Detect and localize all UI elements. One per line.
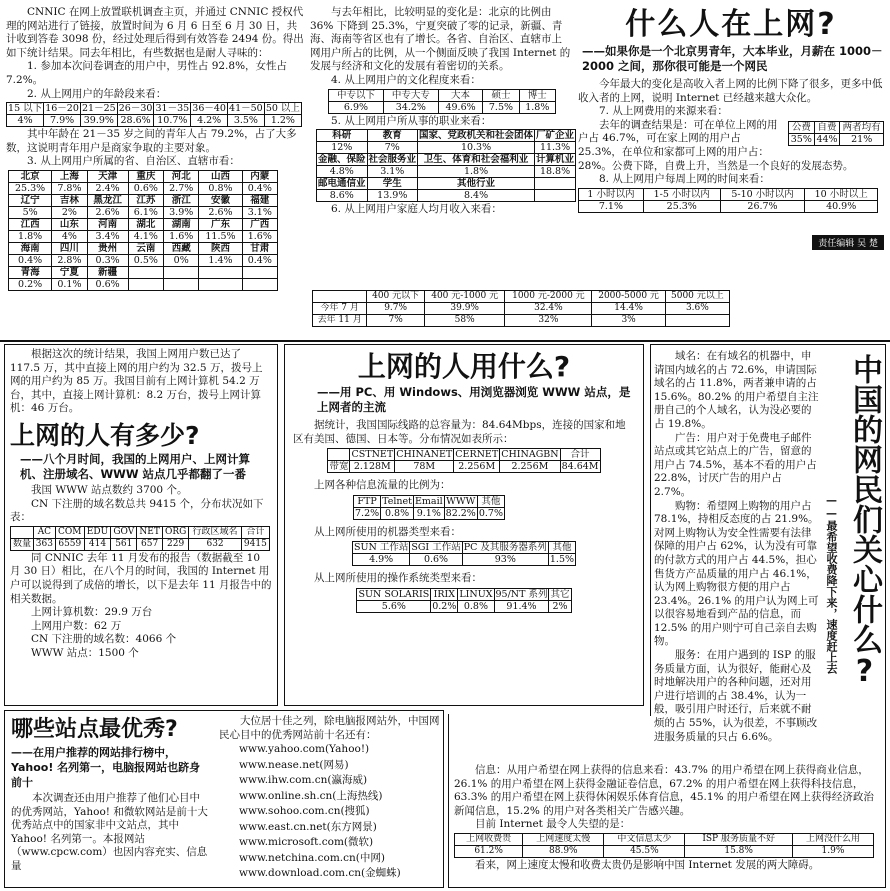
table-cell: 厂矿企业 xyxy=(536,130,575,142)
table-cell: 3% xyxy=(592,315,665,327)
table-cell: 教育 xyxy=(367,130,418,142)
table-cell: 计算机业 xyxy=(536,154,575,166)
table-cell: 1.9% xyxy=(792,845,873,857)
table-cell: 0% xyxy=(164,254,199,266)
table-header-cell: 50 以上 xyxy=(265,103,300,115)
what-used-subtitle: ——用 PC、用 Windows、用浏览器浏览 WWW 站点，是上网者的主流 xyxy=(317,385,631,414)
table-cell xyxy=(199,266,242,278)
table-cell: 1.8% xyxy=(519,101,555,113)
table-cell: 4.2% xyxy=(191,115,228,127)
bandwidth-paragraph: 据统计，我国国际线路的总容量为：84.64Mbps，连接的国家和地区有美国、德国、日本等。分布情况如表所示： xyxy=(293,419,626,445)
table-cell: 0.6% xyxy=(410,554,462,566)
time-heading: 8. 从上网用户每周上网的时间来看： xyxy=(599,173,770,186)
job-table xyxy=(316,129,576,202)
table-cell: 3.4% xyxy=(87,230,128,242)
table-header-cell: COM xyxy=(55,526,84,538)
table-cell: 9.7% xyxy=(367,303,425,315)
table-cell: 金融、保险 xyxy=(318,154,366,166)
table-cell: 6.9% xyxy=(329,101,384,113)
table-cell: 32.4% xyxy=(505,303,592,315)
table-cell: 福建 xyxy=(242,194,277,206)
table-cell: 82.2% xyxy=(445,507,476,519)
table-cell: 湖北 xyxy=(128,218,163,230)
table-cell: 5% xyxy=(9,206,52,218)
table-cell: 1.6% xyxy=(164,230,199,242)
site-list-item: www.download.com.cn(金蜘蛛) xyxy=(239,867,401,880)
disappoint-heading: 目前 Internet 最令人失望的是： xyxy=(475,818,631,831)
table-cell: 辽宁 xyxy=(9,194,52,206)
table-cell: 2.256M xyxy=(454,461,500,473)
table-cell: 山西 xyxy=(199,170,242,182)
table-cell: 632 xyxy=(189,538,241,550)
section-what-used xyxy=(284,344,644,706)
province-comment: 与去年相比，比较明显的变化是：北京的比例由 36% 下降到 25.3%，宁夏突破了零的记录，新疆、青海、海南等省区也有了增长。各省、自治区、直辖市上网用户所占的比例，从一个侧面反映了我国 Internet 的发展与经济和文化的发展有着密切的关系。 xyxy=(310,6,571,73)
site-list-item: www.nease.net(网易) xyxy=(239,758,349,771)
concerns-vertical-title xyxy=(825,354,884,774)
table-cell: 2% xyxy=(52,206,87,218)
how-many-subtitle: ——八个月时间，我国的上网用户、上网计算机、注册域名、WWW 站点几乎都翻了一番 xyxy=(20,451,250,481)
who-online-title: 什么人在上网? xyxy=(625,7,837,42)
table-cell: 黑龙江 xyxy=(87,194,128,206)
table-cell: 北京 xyxy=(9,170,52,182)
table-cell: 山东 xyxy=(52,218,87,230)
table-header-cell: SUN SOLARIS xyxy=(358,588,430,600)
table-header-cell: ORG xyxy=(162,526,189,538)
table-header-cell: 16－20 xyxy=(45,103,79,115)
who-online-subtitle: ——如果你是一个北京男青年，大本毕业，月薪在 1000－2000 之间，那你很可能是一个网民 xyxy=(582,44,883,73)
table-header-cell: 36－40 xyxy=(192,103,226,115)
table-cell: 10.7% xyxy=(154,115,191,127)
table-header-cell: AC xyxy=(33,526,55,538)
table-cell: 卫生、体育和社会福利业 xyxy=(418,154,535,166)
table-cell: 江苏 xyxy=(128,194,163,206)
table-cell: 其他行业 xyxy=(418,178,535,190)
last-year-users: 上网用户数：62 万 xyxy=(31,619,122,632)
table-cell: 39.9% xyxy=(424,303,504,315)
disappoint-table xyxy=(454,833,874,858)
section-survey-intro xyxy=(6,6,304,338)
table-cell: 四川 xyxy=(52,242,87,254)
job-heading: 5. 从上网用户所从事的职业来看： xyxy=(331,114,492,127)
service-paragraph: 服务：在用户遇到的 ISP 的服务质量方面，认为很好，能耐心及时地解决用户的各种问题，还对用户进行培训的占 38.4%，认为一般，吸引用户时还行，后来就不耐烦的占 55%，认为很差，不事顾改进服务质量的只占 6.6%。 xyxy=(654,649,818,743)
table-cell: 45.5% xyxy=(604,845,685,857)
shopping-paragraph: 购物：希望网上购物的用户占 78.1%，持相反态度的占 21.9%。对网上购物认为安全性需要有法律保障的用户占 62%，认为没有可靠的付款方式的用户占 44.5%，担心售货方产品质量的用户占 46.1%，认为网上购物很方便的用户占 23.4%。26.1% 的用户认为网上可以很容易地看到产品的信息，而 12.5% 的用户则宁可自己亲自去购物。 xyxy=(654,499,819,648)
table-cell: 91.4% xyxy=(494,600,549,612)
table-cell xyxy=(164,266,199,278)
table-cell: 363 xyxy=(33,538,55,550)
table-header-cell: 博士 xyxy=(519,89,555,101)
time-table xyxy=(578,188,878,213)
table-cell: 青海 xyxy=(9,266,52,278)
table-header-cell: 1 小时以内 xyxy=(579,188,644,200)
table-cell: 0.5% xyxy=(128,254,163,266)
table-cell: 邮电通信业 xyxy=(318,178,366,190)
table-cell: 0.3% xyxy=(87,254,128,266)
table-cell: 1.8% xyxy=(9,230,52,242)
table-header-cell xyxy=(328,449,350,461)
table-cell: 2.256M xyxy=(500,461,560,473)
table-cell: 4% xyxy=(52,230,87,242)
table-cell: 32% xyxy=(505,315,592,327)
table-header-cell: FTP xyxy=(354,495,381,507)
table-header-cell: 2000-5000 元 xyxy=(592,291,665,303)
table-cell: 34.2% xyxy=(383,101,438,113)
table-header-cell: 400 元-1000 元 xyxy=(424,291,504,303)
info-paragraph: 信息：从用户希望在网上获得的信息来看：43.7% 的用户希望在网上获得商业信息，26.1% 的用户希望在网上获得金融证卷信息，67.2% 的用户希望在网上获得科技信息，63.3% 的用户希望在网上获得休闲娱乐体育信息，45.1% 的用户希望在网上获得经济政治新闻信息，15.2% 的用户对各类相关广告感兴趣。 xyxy=(454,764,874,817)
section-how-many xyxy=(4,344,278,706)
table-cell: 3.1% xyxy=(367,166,418,178)
table-header-cell: 中文信息太少 xyxy=(604,833,685,845)
table-cell: 2% xyxy=(549,600,571,612)
table-cell: 0.7% xyxy=(478,507,503,519)
table-cell: 1.5% xyxy=(549,554,575,566)
table-header-cell: 合计 xyxy=(241,526,269,538)
table-cell xyxy=(242,266,277,278)
table-cell: 5.6% xyxy=(357,600,431,612)
table-header-cell: 400 元以下 xyxy=(367,291,425,303)
table-cell: 11.5% xyxy=(199,230,242,242)
table-cell xyxy=(128,278,163,290)
table-cell: 8.4% xyxy=(418,190,535,202)
table-header-cell: Telnet xyxy=(382,495,412,507)
table-cell: 35% xyxy=(789,133,815,145)
table-cell: 18.8% xyxy=(535,166,576,178)
table-header-cell: 其他 xyxy=(548,542,575,554)
table-cell: 93% xyxy=(462,554,548,566)
table-header-cell: IRIX xyxy=(431,588,458,600)
table-cell: 河南 xyxy=(87,218,128,230)
table-header-cell: 上网速度太慢 xyxy=(523,833,604,845)
table-cell: 西藏 xyxy=(164,242,199,254)
table-header-cell: 自费 xyxy=(814,121,840,133)
table-cell: 2.128M xyxy=(350,461,395,473)
table-cell xyxy=(199,278,242,290)
fee-paragraph: 去年的调查结果是：可在单位上网的用户占 46.7%，可在家上网的用户占 25.3%，在单位和家都可上网的用户占：28%。公费下降，自费上升，当然是一个良好的发展态势。 xyxy=(578,118,854,172)
table-header-cell: 5-10 小时以内 xyxy=(720,188,805,200)
table-cell: 6559 xyxy=(55,538,84,550)
education-table xyxy=(328,89,556,114)
table-header-cell: GOV xyxy=(111,526,137,538)
table-cell: 2.6% xyxy=(199,206,242,218)
education-heading: 4. 从上网用户的文化程度来看： xyxy=(331,73,481,86)
table-cell: 25.3% xyxy=(643,200,720,212)
table-cell: 7.9% xyxy=(44,115,81,127)
section-best-sites xyxy=(4,710,444,888)
table-cell: 1.4% xyxy=(199,254,242,266)
www-count: 我国 WWW 站点数约 3700 个。 xyxy=(31,483,188,496)
last-year-domains: CN 下注册的域名数：4066 个 xyxy=(31,633,177,646)
table-cell: 44% xyxy=(814,133,840,145)
table-cell: 安徽 xyxy=(199,194,242,206)
table-cell: 88.9% xyxy=(523,845,604,857)
table-cell: 贵州 xyxy=(87,242,128,254)
table-cell: 6.1% xyxy=(128,206,163,218)
table-cell: 4.9% xyxy=(352,554,409,566)
table-cell: 11.3% xyxy=(535,142,576,154)
table-cell: 河北 xyxy=(164,170,199,182)
table-cell: 25.3% xyxy=(9,182,52,194)
table-cell: 上海 xyxy=(52,170,87,182)
last-year-www: WWW 站点：1500 个 xyxy=(31,646,139,659)
fee-table xyxy=(788,121,884,146)
table-cell: 广西 xyxy=(242,218,277,230)
table-cell: 26.7% xyxy=(720,200,805,212)
os-heading: 从上网所使用的操作系统类型来看： xyxy=(314,572,482,585)
table-cell: 21% xyxy=(840,133,884,145)
table-cell: 2.4% xyxy=(87,182,128,194)
table-cell: 0.8% xyxy=(381,507,414,519)
table-cell: 49.6% xyxy=(438,101,482,113)
table-cell: 2.8% xyxy=(52,254,87,266)
table-cell: 3.9% xyxy=(164,206,199,218)
table-header-cell: 大本 xyxy=(438,89,482,101)
table-header-cell: CSTNET xyxy=(351,449,394,461)
table-header-cell: 21－25 xyxy=(81,103,116,115)
age-table xyxy=(6,102,302,127)
table-cell: 7.5% xyxy=(483,101,519,113)
table-cell: 江西 xyxy=(9,218,52,230)
domain-heading: CN 下注册的域名数总共 9415 个，分布状况如下表： xyxy=(10,497,264,524)
table-cell: 4% xyxy=(7,115,44,127)
table-header-cell: Email xyxy=(414,495,443,507)
table-cell: 浙江 xyxy=(164,194,199,206)
site-list-item: www.microsoft.com(微软) xyxy=(239,836,374,849)
table-cell: 7.1% xyxy=(579,200,644,212)
table-cell: 内蒙 xyxy=(242,170,277,182)
gender-paragraph: 1. 参加本次问卷调查的用户中，男性占 92.8%，女性占 7.2%。 xyxy=(6,60,288,86)
table-header-cell: 41－50 xyxy=(229,103,263,115)
table-header-cell: 中专大专 xyxy=(383,89,438,101)
table-header-cell: 1-5 小时以内 xyxy=(643,188,720,200)
section-education-job-income xyxy=(310,6,575,338)
concerns-subtitle: ——最希望收费降下来，速度赶上去 xyxy=(825,494,838,674)
table-cell: 1.2% xyxy=(264,115,301,127)
table-header-cell: WWW xyxy=(446,495,476,507)
table-header-cell: CERNET xyxy=(455,449,499,461)
table-cell: 657 xyxy=(137,538,163,550)
table-cell: 0.8% xyxy=(458,600,494,612)
ad-paragraph: 广告：用户对于免费电子邮件站点或其它站点上的广告，留意的用户占 74.5%，基本不看的用户占 22.8%，讨厌广告的用户占 2.7%。 xyxy=(654,431,817,498)
table-cell: 云南 xyxy=(128,242,163,254)
table-header-cell: 行政区域名 xyxy=(189,526,241,538)
concerns-column-text xyxy=(654,350,820,743)
table-header-cell: 合计 xyxy=(560,449,600,461)
table-cell: 国家、党政机关和社会团体 xyxy=(419,130,534,142)
table-cell: 7% xyxy=(367,315,425,327)
table-cell: 15.8% xyxy=(685,845,793,857)
province-table xyxy=(8,170,278,291)
site-list-item: www.ihw.com.cn(瀛海威) xyxy=(239,774,368,787)
table-cell: 1.8% xyxy=(418,166,535,178)
table-cell: 561 xyxy=(111,538,137,550)
table-cell: 414 xyxy=(84,538,111,550)
table-header-cell: LINUX xyxy=(459,588,493,600)
table-cell: 海南 xyxy=(9,242,52,254)
table-cell: 天津 xyxy=(87,170,128,182)
table-header-cell: 1000 元-2000 元 xyxy=(505,291,592,303)
table-cell: 2.6% xyxy=(87,206,128,218)
table-header-cell: CHINANET xyxy=(396,449,453,461)
table-cell: 7.8% xyxy=(52,182,87,194)
table-cell xyxy=(128,266,163,278)
table-header-cell: 31－35 xyxy=(155,103,190,115)
table-header-cell: CHINAGBN xyxy=(501,449,559,461)
table-cell: 社会服务业 xyxy=(368,154,417,166)
table-header-cell: 15 以下 xyxy=(8,103,43,115)
table-cell: 61.2% xyxy=(455,845,523,857)
table-cell: 数量 xyxy=(11,538,34,550)
table-header-cell: 上网收费贵 xyxy=(455,833,523,845)
table-cell: 1.6% xyxy=(242,230,277,242)
machine-table xyxy=(352,541,576,566)
table-cell: 8.6% xyxy=(317,190,368,202)
table-cell: 陕西 xyxy=(199,242,242,254)
table-header-cell: PC 及其服务器系列 xyxy=(463,542,547,554)
section-who-online xyxy=(578,6,884,324)
table-header-cell: SGI 工作站 xyxy=(411,542,461,554)
table-header-cell: SUN 工作站 xyxy=(353,542,409,554)
user-count-paragraph: 根据这次的统计结果，我国上网用户数已达了 117.5 万，其中直接上网的用户约为 32.5 万，拨号上网的用户约为 85 万。我国目前有上网计算机 54.2 万台，其中，直接上网计算机：8.2 万台，拨号上网计算机：46 万台。 xyxy=(10,348,263,415)
editor-label: 责任编辑 吴 楚 xyxy=(812,235,884,250)
table-cell: 0.8% xyxy=(199,182,242,194)
table-cell: 宁夏 xyxy=(52,266,87,278)
intro-paragraph: CNNIC 在网上放置联机调查主页，并通过 CNNIC 授权代理的网站进行了链接，放置时间为 6 月 6 日至 6 月 30 日，共计收到答卷 3098 份，经过处理后得到有效答卷 2494 份。得出如下统计结果。同去年相比，有些数据也是耐人寻味的： xyxy=(6,6,304,59)
table-cell: 3.1% xyxy=(242,206,277,218)
table-header-cell: 其它 xyxy=(550,588,570,600)
table-cell: 3.6% xyxy=(665,303,729,315)
table-cell: 7.2% xyxy=(355,507,380,519)
income-change-paragraph: 今年最大的变化是高收入者上网的比例下降了很多，更多中低收入者的上网，说明 Internet 已经越来越大众化。 xyxy=(578,78,883,104)
table-cell: 40.9% xyxy=(805,200,878,212)
table-cell: 9415 xyxy=(241,538,269,550)
table-cell: 甘肃 xyxy=(242,242,277,254)
table-header-cell xyxy=(11,526,34,538)
table-header-cell: 中专以下 xyxy=(329,89,384,101)
table-cell: 0.1% xyxy=(52,278,87,290)
concerns-title: 中国的网民们关心什么? xyxy=(847,354,882,689)
how-many-title: 上网的人有多少? xyxy=(10,420,200,450)
comparison-paragraph: 同 CNNIC 去年 11 月发布的报告（数据截至 10 月 30 日）相比，在八个月的时间，我国的 Internet 用户可以说得到了成倍的增长，以下是去年 11 月报告中的相关数据。 xyxy=(10,551,272,605)
table-header-cell: 硕士 xyxy=(483,89,519,101)
conclusion-paragraph: 看来，网上速度太慢和收费太贵仍是影响中国 Internet 发展的两大障碍。 xyxy=(475,858,820,871)
domain-paragraph: 域名：在有域名的机器中，申请国内域名的占 72.6%，申请国际域名的占 11.8%，两者兼申请的占 15.6%。80.2% 的用户希望自主注册自己的个人域名，认为没必要的占 19.8%。 xyxy=(654,350,819,430)
site-list-item: www.netchina.com.cn(中网) xyxy=(239,851,385,864)
table-cell: 湖南 xyxy=(164,218,199,230)
table-cell: 12% xyxy=(317,142,368,154)
os-table xyxy=(356,588,571,613)
table-cell: 9.1% xyxy=(413,507,444,519)
top-sites-intro: 大位居十佳之列，除电脑报网站外，中国网民心目中的优秀网站前十名还有： xyxy=(219,715,440,741)
table-cell: 3.5% xyxy=(228,115,265,127)
table-cell xyxy=(535,178,576,190)
table-header-cell xyxy=(313,291,367,303)
table-header-cell: 上网没什么用 xyxy=(792,833,873,845)
table-cell: 13.9% xyxy=(367,190,418,202)
table-cell: 今年 7 月 xyxy=(313,303,367,315)
site-list-item: www.east.cn.net(东方网景) xyxy=(239,820,377,833)
table-cell xyxy=(535,190,576,202)
table-cell: 0.4% xyxy=(242,182,277,194)
income-heading: 6. 从上网用户家庭人均月收入来看： xyxy=(331,203,502,216)
table-cell xyxy=(242,278,277,290)
divider-top xyxy=(0,340,890,342)
table-header-cell: 5000 元以上 xyxy=(665,291,729,303)
machine-heading: 从上网所使用的机器类型来看： xyxy=(314,525,461,538)
table-cell: 28.6% xyxy=(117,115,154,127)
what-used-title: 上网的人用什么? xyxy=(357,350,571,383)
table-header-cell: 两者均有 xyxy=(840,121,884,133)
table-cell: 广东 xyxy=(199,218,242,230)
table-cell: 0.4% xyxy=(242,254,277,266)
site-list-item: www.sohoo.com.cn(搜狐) xyxy=(239,805,370,818)
table-cell: 229 xyxy=(162,538,189,550)
province-heading: 3. 从上网用户所属的省、自治区、直辖市看： xyxy=(27,155,240,168)
table-cell: 0.2% xyxy=(432,600,457,612)
table-cell xyxy=(164,278,199,290)
table-cell: 7% xyxy=(367,142,418,154)
table-cell: 0.6% xyxy=(87,278,128,290)
table-cell: 0.6% xyxy=(128,182,163,194)
site-list-item: www.yahoo.com(Yahoo!) xyxy=(239,743,370,756)
concerns-lower-text xyxy=(454,764,882,886)
table-cell: 2.7% xyxy=(164,182,199,194)
best-sites-title: 哪些站点最优秀? xyxy=(11,717,178,742)
table-header-cell: 26－30 xyxy=(118,103,153,115)
age-heading: 2. 从上网用户的年龄段来看： xyxy=(27,87,167,100)
table-cell: 58% xyxy=(424,315,504,327)
table-cell: 4.8% xyxy=(317,166,368,178)
table-cell: 新疆 xyxy=(87,266,128,278)
table-header-cell: 95/NT 系列 xyxy=(495,588,548,600)
table-header-cell: 公费 xyxy=(789,121,815,133)
table-cell: 0.2% xyxy=(9,278,52,290)
age-comment: 其中年龄在 21－35 岁之间的青年人占 79.2%，占了大多数，这说明青年用户是商家争取的主要对象。 xyxy=(6,128,297,154)
table-header-cell: 10 小时以上 xyxy=(805,188,878,200)
domain-table xyxy=(10,526,270,551)
table-cell: 39.9% xyxy=(80,115,117,127)
table-cell: 去年 11 月 xyxy=(313,315,367,327)
table-cell: 重庆 xyxy=(128,170,163,182)
table-cell: 0.4% xyxy=(9,254,52,266)
site-list-item: www.online.sh.cn(上海热线) xyxy=(239,789,383,802)
bandwidth-table xyxy=(327,448,600,473)
table-header-cell: 其他 xyxy=(477,495,504,507)
best-sites-subtitle: ——在用户推荐的网站排行榜中，Yahoo! 名列第一，电脑报网站也跻身前十 xyxy=(11,746,201,789)
table-cell: 科研 xyxy=(317,130,368,142)
table-cell: 吉林 xyxy=(52,194,87,206)
flow-table xyxy=(353,495,505,520)
table-cell: 4.1% xyxy=(128,230,163,242)
table-cell: 84.64M xyxy=(561,461,599,473)
table-cell: 78M xyxy=(395,461,454,473)
fee-heading: 7. 从上网费用的来源来看： xyxy=(599,105,728,118)
site-list xyxy=(219,742,441,882)
table-cell: 10.3% xyxy=(418,142,535,154)
flow-heading: 上网各种信息流量的比例为： xyxy=(314,479,451,492)
last-year-computers: 上网计算机数：29.9 万台 xyxy=(31,606,153,619)
best-sites-paragraph: 本次调查还由用户推荐了他们心目中的优秀网站，Yahoo! 和微软网站是前十大优秀站点中的国家非中文站点，其中 Yahoo! 名列第一。本报网站（www.cpcw.com）也因内容充实、信息量 xyxy=(11,792,208,872)
table-cell: 带宽 xyxy=(329,461,349,473)
table-cell: 学生 xyxy=(367,178,418,190)
table-cell: 14.4% xyxy=(592,303,665,315)
table-header-cell: NET xyxy=(137,526,163,538)
table-header-cell: EDU xyxy=(84,526,111,538)
table-header-cell: ISP 服务质量不好 xyxy=(685,833,793,845)
